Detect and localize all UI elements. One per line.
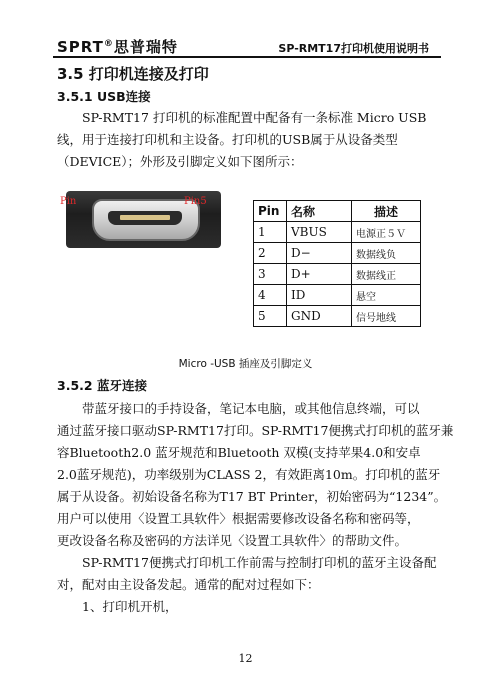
cell-name: VBUS	[287, 222, 352, 243]
table-row	[254, 285, 421, 306]
bt-line-9: 对，配对由主设备发起。通常的配对过程如下：	[57, 577, 320, 592]
bt-line-10: 1、打印机开机，	[82, 599, 178, 614]
cell-desc: 数据线负	[352, 243, 421, 264]
cell-name: ID	[287, 285, 352, 306]
bt-line-6: 用户可以使用〈设置工具软件〉根据需要修改设备名称和密码等，	[57, 511, 420, 526]
usb-heading: 3.5.1 USB连接	[57, 89, 151, 104]
header-pin: Pin	[254, 201, 287, 222]
table-row	[254, 222, 421, 243]
cell-desc: 信号地线	[352, 306, 421, 327]
bt-line-7: 更改设备名称及密码的方法详见〈设置工具软件〉的帮助文件。	[57, 533, 408, 548]
table-row	[254, 243, 421, 264]
table-row	[254, 264, 421, 285]
cell-pin: 5	[254, 306, 287, 327]
cell-pin: 4	[254, 285, 287, 306]
cell-pin: 3	[254, 264, 287, 285]
logo-text: SPRT	[57, 38, 104, 56]
usb-paragraph	[57, 107, 441, 173]
usb-line-3: （DEVICE）；外形及引脚定义如下图所示：	[57, 154, 303, 169]
bt-line-5: 属于从设备。初始设备名称为T17 BT Printer，初始密码为“1234”。	[57, 489, 447, 504]
figure-caption: Micro -USB 插座及引脚定义	[178, 358, 313, 370]
cell-desc: 悬空	[352, 285, 421, 306]
cell-desc: 数据线正	[352, 264, 421, 285]
usb-slot	[108, 211, 182, 225]
cell-desc: 电源正５Ｖ	[352, 222, 421, 243]
bt-line-1: 带蓝牙接口的手持设备，笔记本电脑，或其他信息终端，可以	[82, 401, 420, 416]
bt-line-2: 通过蓝牙接口驱动SP-RMT17打印。SP-RMT17便携式打印机的蓝牙兼	[57, 423, 454, 438]
table-header-row	[254, 201, 421, 222]
logo-chinese: 思普瑞特	[113, 38, 178, 56]
pin-right-label: Pin5	[184, 196, 207, 207]
registered-mark: ®	[103, 39, 114, 49]
pin-definition-table	[253, 200, 421, 327]
bluetooth-paragraph	[57, 398, 454, 618]
cell-name: D−	[287, 243, 352, 264]
page-number: 12	[238, 652, 253, 665]
header-divider	[53, 56, 441, 58]
cell-name: GND	[287, 306, 352, 327]
table-row	[254, 306, 421, 327]
header-name: 名称	[287, 201, 352, 222]
header-desc: 描述	[352, 201, 421, 222]
document-title: SP-RMT17打印机使用说明书	[278, 42, 429, 55]
cell-name: D+	[287, 264, 352, 285]
cell-pin: 2	[254, 243, 287, 264]
brand-logo	[57, 36, 178, 57]
bt-line-3: 容Bluetooth2.0 蓝牙规范和Bluetooth 双模(支持苹果4.0和安卓	[57, 445, 421, 460]
usb-line-2: 线，用于连接打印机和主设备。打印机的USB属于从设备类型	[57, 132, 398, 147]
bt-line-8: SP-RMT17便携式打印机工作前需与控制打印机的蓝牙主设备配	[82, 555, 437, 570]
bt-line-4: 2.0蓝牙规范)，功率级别为CLASS 2，有效距离10m。打印机的蓝牙	[57, 467, 441, 482]
usb-line-1: SP-RMT17 打印机的标准配置中配备有一条标准 Micro USB	[82, 110, 427, 125]
usb-contacts	[120, 215, 170, 220]
section-heading: 3.5 打印机连接及打印	[57, 65, 209, 83]
pin-left-label: Pin	[60, 196, 77, 207]
cell-pin: 1	[254, 222, 287, 243]
bluetooth-heading: 3.5.2 蓝牙连接	[57, 378, 147, 393]
